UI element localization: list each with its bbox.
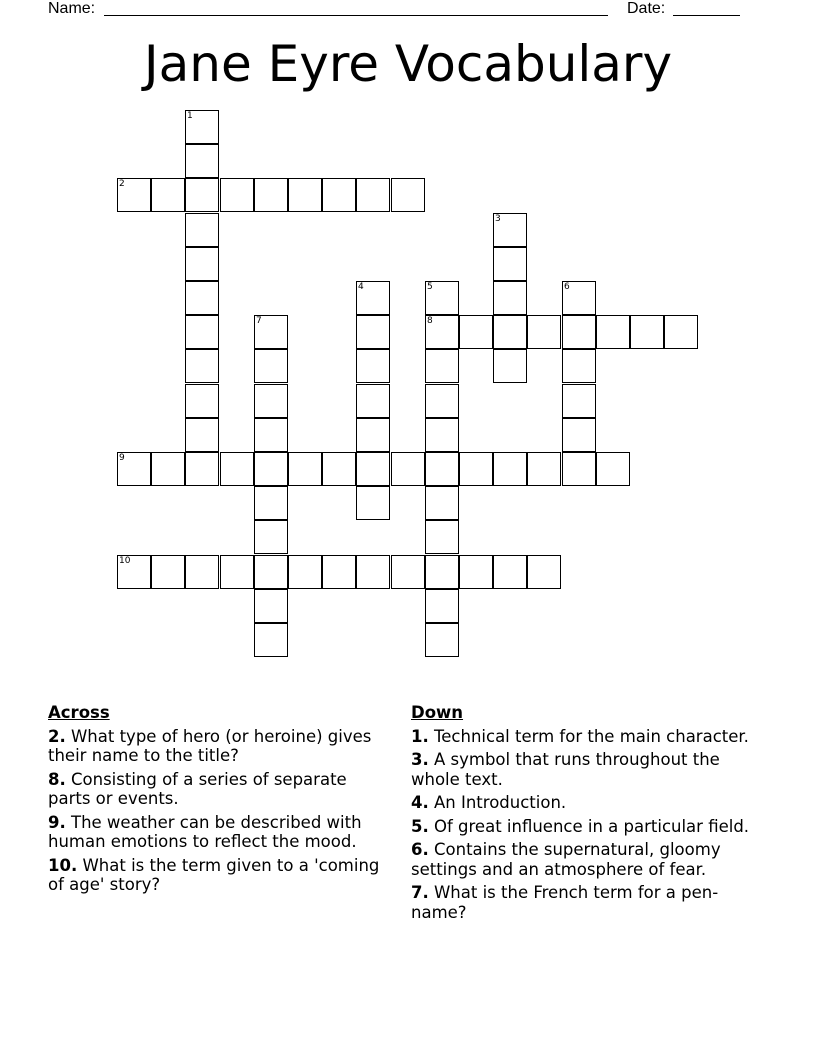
crossword-cell[interactable]: [185, 144, 219, 178]
down-clues: [411, 703, 751, 926]
crossword-cell[interactable]: [356, 555, 390, 589]
cell-number: 5: [427, 282, 433, 292]
across-clue: [48, 727, 388, 766]
crossword-cell[interactable]: [425, 452, 459, 486]
crossword-cell[interactable]: [562, 281, 596, 315]
crossword-cell[interactable]: [527, 452, 561, 486]
crossword-cell[interactable]: [322, 555, 356, 589]
clue-number: 4.: [411, 793, 429, 812]
across-clue: [48, 770, 388, 809]
crossword-cell[interactable]: [562, 315, 596, 349]
down-heading: Down: [411, 703, 464, 722]
crossword-cell[interactable]: [527, 315, 561, 349]
crossword-cell[interactable]: [356, 452, 390, 486]
crossword-cell[interactable]: [425, 589, 459, 623]
crossword-cell[interactable]: [630, 315, 664, 349]
crossword-cell[interactable]: [356, 349, 390, 383]
crossword-cell[interactable]: [459, 555, 493, 589]
clue-text: The weather can be described with human emotions to reflect the mood.: [48, 812, 362, 851]
crossword-cell[interactable]: [117, 452, 151, 486]
cell-number: 8: [427, 316, 433, 326]
crossword-cell[interactable]: [254, 520, 288, 554]
crossword-cell[interactable]: [322, 452, 356, 486]
down-clue: [411, 817, 751, 837]
clue-text: Of great influence in a particular field.: [428, 816, 750, 836]
date-field-line[interactable]: [673, 15, 740, 16]
crossword-cell[interactable]: [356, 418, 390, 452]
clue-text: What is the French term for a pen-name?: [411, 883, 719, 922]
crossword-cell[interactable]: [391, 178, 425, 212]
crossword-cell[interactable]: [254, 418, 288, 452]
crossword-cell[interactable]: [254, 555, 288, 589]
crossword-cell[interactable]: [185, 213, 219, 247]
crossword-cell[interactable]: [220, 178, 254, 212]
clue-number: 5.: [411, 816, 429, 836]
crossword-cell[interactable]: [356, 281, 390, 315]
crossword-cell[interactable]: [322, 178, 356, 212]
header-row: [48, 0, 748, 20]
clue-number: 10.: [48, 855, 78, 875]
down-clue: [411, 883, 751, 922]
crossword-cell[interactable]: [425, 384, 459, 418]
clue-number: 8.: [48, 769, 66, 789]
crossword-cell[interactable]: [596, 315, 630, 349]
crossword-cell[interactable]: [425, 486, 459, 520]
crossword-cell[interactable]: [356, 384, 390, 418]
crossword-cell[interactable]: [254, 178, 288, 212]
clue-number: 9.: [48, 812, 66, 832]
crossword-cell[interactable]: [596, 452, 630, 486]
crossword-cell[interactable]: [493, 555, 527, 589]
clue-number: 2.: [48, 726, 66, 746]
crossword-cell[interactable]: [254, 315, 288, 349]
clue-text: An Introduction.: [428, 793, 567, 812]
crossword-cell[interactable]: [185, 110, 219, 144]
crossword-cell[interactable]: [356, 315, 390, 349]
down-clue: [411, 840, 751, 879]
cell-number: 6: [564, 282, 570, 292]
crossword-cell[interactable]: [425, 555, 459, 589]
crossword-cell[interactable]: [391, 555, 425, 589]
crossword-cell[interactable]: [254, 486, 288, 520]
page-title: Jane Eyre Vocabulary: [143, 35, 673, 93]
crossword-cell[interactable]: [425, 623, 459, 657]
clue-text: Consisting of a series of separate parts or events.: [48, 769, 347, 808]
clue-text: Technical term for the main character.: [428, 726, 749, 746]
crossword-cell[interactable]: [459, 452, 493, 486]
crossword-cell[interactable]: [254, 452, 288, 486]
crossword-cell[interactable]: [254, 589, 288, 623]
crossword-cell[interactable]: [562, 418, 596, 452]
crossword-cell[interactable]: [562, 384, 596, 418]
crossword-cell[interactable]: [356, 486, 390, 520]
crossword-cell[interactable]: [425, 418, 459, 452]
cell-number: 4: [358, 282, 364, 292]
across-clues: [48, 703, 388, 899]
clue-text: What type of hero (or heroine) gives their name to the title?: [48, 726, 372, 765]
crossword-cell[interactable]: [254, 384, 288, 418]
down-clue: [411, 750, 751, 789]
crossword-cell[interactable]: [117, 555, 151, 589]
across-clue: [48, 813, 388, 852]
cell-number: 1: [187, 111, 193, 121]
crossword-cell[interactable]: [527, 555, 561, 589]
cell-number: 9: [119, 453, 125, 463]
crossword-cell[interactable]: [493, 349, 527, 383]
crossword-cell[interactable]: [151, 555, 185, 589]
across-heading: Across: [48, 703, 110, 722]
name-label: Name:: [48, 0, 96, 17]
crossword-cell[interactable]: [562, 452, 596, 486]
crossword-cell[interactable]: [356, 178, 390, 212]
down-clue: [411, 727, 751, 747]
crossword-cell[interactable]: [185, 281, 219, 315]
crossword-cell[interactable]: [185, 452, 219, 486]
clue-number: 6.: [411, 840, 429, 859]
crossword-cell[interactable]: [493, 281, 527, 315]
clue-number: 3.: [411, 750, 429, 769]
crossword-cell[interactable]: [185, 418, 219, 452]
crossword-cell[interactable]: [185, 349, 219, 383]
crossword-cell[interactable]: [664, 315, 698, 349]
date-label: Date:: [627, 0, 666, 17]
name-field-line[interactable]: [104, 15, 608, 16]
clue-text: What is the term given to a 'coming of age' story?: [48, 855, 380, 894]
crossword-cell[interactable]: [493, 247, 527, 281]
cell-number: 2: [119, 179, 125, 189]
crossword-cell[interactable]: [562, 349, 596, 383]
cell-number: 3: [495, 214, 501, 224]
crossword-cell[interactable]: [185, 178, 219, 212]
crossword-cell[interactable]: [254, 623, 288, 657]
crossword-cell[interactable]: [151, 452, 185, 486]
down-clue-list: [411, 727, 751, 923]
down-clue: [411, 793, 751, 813]
crossword-cell[interactable]: [185, 555, 219, 589]
crossword-cell[interactable]: [151, 178, 185, 212]
crossword-cell[interactable]: [391, 452, 425, 486]
crossword-cell[interactable]: [288, 178, 322, 212]
crossword-cell[interactable]: [220, 555, 254, 589]
clue-text: Contains the supernatural, gloomy settings and an atmosphere of fear.: [411, 840, 721, 879]
crossword-cell[interactable]: [185, 384, 219, 418]
crossword-cell[interactable]: [493, 452, 527, 486]
crossword-cell[interactable]: [493, 315, 527, 349]
crossword-cell[interactable]: [185, 247, 219, 281]
crossword-cell[interactable]: [425, 281, 459, 315]
clue-number: 1.: [411, 726, 429, 746]
crossword-cell[interactable]: [425, 520, 459, 554]
crossword-cell[interactable]: [288, 452, 322, 486]
cell-number: 10: [119, 556, 131, 566]
across-clue-list: [48, 727, 388, 895]
crossword-cell[interactable]: [493, 213, 527, 247]
crossword-cell[interactable]: [425, 315, 459, 349]
crossword-cell[interactable]: [425, 349, 459, 383]
clue-text: A symbol that runs throughout the whole text.: [411, 750, 720, 789]
crossword-cell[interactable]: [117, 178, 151, 212]
crossword-cell[interactable]: [220, 452, 254, 486]
clue-number: 7.: [411, 883, 429, 902]
crossword-cell[interactable]: [185, 315, 219, 349]
crossword-cell[interactable]: [254, 349, 288, 383]
cell-number: 7: [256, 316, 262, 326]
crossword-cell[interactable]: [288, 555, 322, 589]
across-clue: [48, 856, 388, 895]
crossword-cell[interactable]: [459, 315, 493, 349]
